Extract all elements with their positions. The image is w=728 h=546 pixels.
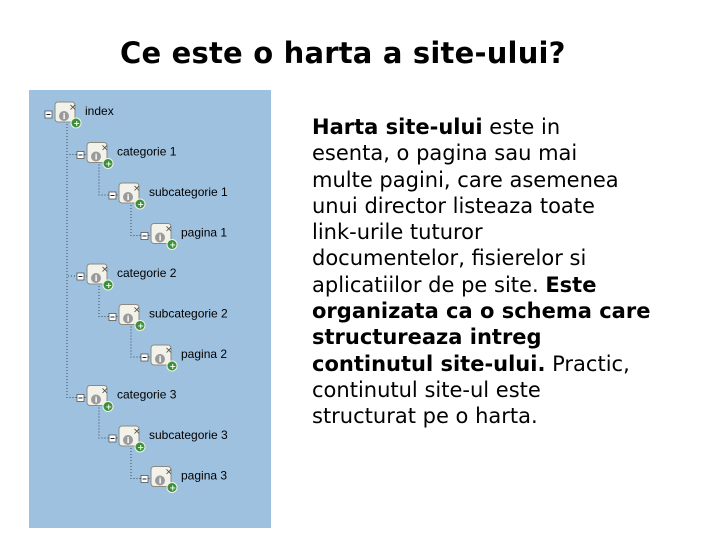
info-glyph: i [62, 112, 66, 121]
info-glyph: i [158, 355, 162, 364]
info-glyph: i [158, 233, 162, 243]
close-mark-icon: × [165, 467, 173, 478]
tree-node-label: categorie 2 [117, 266, 177, 280]
tree-connector [67, 124, 87, 398]
term-bold: Harta site-ului [312, 115, 483, 139]
add-glyph: + [105, 281, 113, 290]
add-glyph: + [73, 119, 81, 128]
close-mark-icon: × [133, 305, 141, 316]
tree-node-label: categorie 3 [117, 387, 177, 402]
tree-connector [99, 165, 119, 196]
definition-text: este in esenta, o pagina sau mai multe pagini, care asemenea unui director listeaza toate link-urile tuturor documentelor, fisierelor si aplicatiilor de pe site. [312, 115, 619, 297]
close-mark-icon: × [133, 184, 141, 194]
add-glyph: + [137, 321, 145, 331]
info-glyph: i [94, 395, 98, 405]
conclusion-text: Practic, continutul site-ul este structurat pe o harta. [312, 351, 630, 429]
close-mark-icon: × [133, 427, 141, 437]
sitemap-tree-svg [29, 90, 271, 528]
add-glyph: + [169, 240, 177, 250]
sitemap-tree-diagram [29, 90, 271, 528]
add-glyph: + [137, 443, 145, 452]
info-glyph: i [126, 436, 130, 445]
info-glyph: i [94, 274, 98, 283]
tree-node-label: pagina 1 [181, 225, 228, 240]
close-mark-icon: × [69, 103, 77, 113]
tree-connector [67, 124, 87, 276]
tree-node-label: subcategorie 3 [149, 428, 228, 442]
info-glyph: i [126, 314, 130, 324]
close-mark-icon: × [101, 265, 109, 275]
definition-paragraph [312, 114, 712, 430]
add-glyph: + [169, 362, 177, 371]
info-glyph: i [126, 193, 130, 202]
add-glyph: + [169, 483, 177, 493]
tree-node-label: categorie 1 [117, 144, 177, 159]
tree-node-label: index [85, 104, 114, 118]
tree-node-label: subcategorie 2 [149, 306, 228, 321]
tree-connector [131, 327, 151, 358]
add-glyph: + [105, 159, 113, 169]
tree-node-label: pagina 3 [181, 468, 228, 483]
tree-connector [131, 205, 151, 236]
tree-node-label: pagina 2 [181, 347, 228, 361]
tree-connector [99, 286, 119, 317]
tree-connector [131, 448, 151, 479]
tree-connector [99, 408, 119, 439]
add-glyph: + [105, 402, 113, 412]
info-glyph: i [94, 152, 98, 162]
close-mark-icon: × [165, 346, 173, 356]
close-mark-icon: × [101, 386, 109, 397]
info-glyph: i [158, 476, 162, 486]
close-mark-icon: × [165, 224, 173, 235]
add-glyph: + [137, 200, 145, 209]
tree-node-label: subcategorie 1 [149, 185, 228, 199]
close-mark-icon: × [101, 143, 109, 154]
slide-title: Ce este o harta a site-ului? [120, 36, 566, 70]
tree-connector [67, 124, 87, 155]
emphasis-bold: Este organizata ca o schema care structureaza intreg continutul site-ului. [312, 272, 651, 376]
